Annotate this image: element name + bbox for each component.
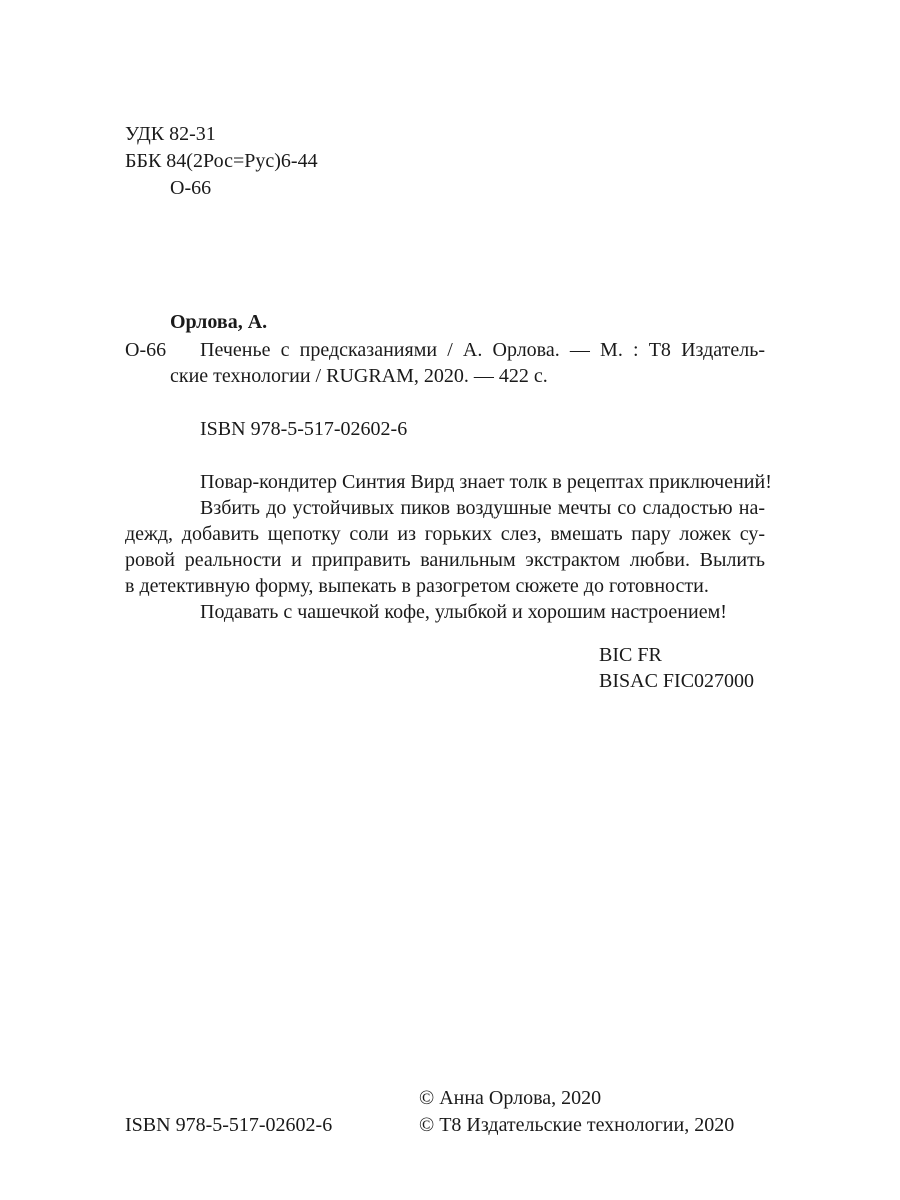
annotation-line-4: ровой реальности и приправить ванильным экстрактом любви. Вылить <box>125 549 765 571</box>
bibliography-isbn: ISBN 978-5-517-02602-6 <box>200 418 408 440</box>
copyright-publisher: © Т8 Издательские технологии, 2020 <box>419 1114 735 1136</box>
annotation-line-6: Подавать с чашечкой кофе, улыбкой и хорошим настроением! <box>200 601 727 623</box>
copyright-author: © Анна Орлова, 2020 <box>419 1087 602 1109</box>
annotation-line-2: Взбить до устойчивых пиков воздушные мечты со сладостью на- <box>200 497 765 519</box>
bbk-code: ББК 84(2Рос=Рус)6-44 <box>125 150 318 172</box>
bic-code: BIC FR <box>599 644 662 666</box>
bisac-code: BISAC FIC027000 <box>599 670 755 692</box>
annotation-line-5: в детективную форму, выпекать в разогретом сюжете до готовности. <box>125 575 709 597</box>
annotation-line-1: Повар-кондитер Синтия Вирд знает толк в рецептах приключений! <box>200 471 772 493</box>
bibliography-line-1: Печенье с предсказаниями / А. Орлова. — М. : Т8 Издатель- <box>200 339 765 361</box>
author-heading: Орлова, А. <box>170 311 268 333</box>
bibliography-line-2: ские технологии / RUGRAM, 2020. — 422 с. <box>170 365 548 387</box>
footer-isbn: ISBN 978-5-517-02602-6 <box>125 1114 333 1136</box>
udk-code: УДК 82-31 <box>125 123 216 145</box>
bibliography-mark: О-66 <box>125 339 167 361</box>
author-mark: О-66 <box>170 177 212 199</box>
annotation-line-3: дежд, добавить щепотку соли из горьких слез, вмешать пару ложек су- <box>125 523 765 545</box>
